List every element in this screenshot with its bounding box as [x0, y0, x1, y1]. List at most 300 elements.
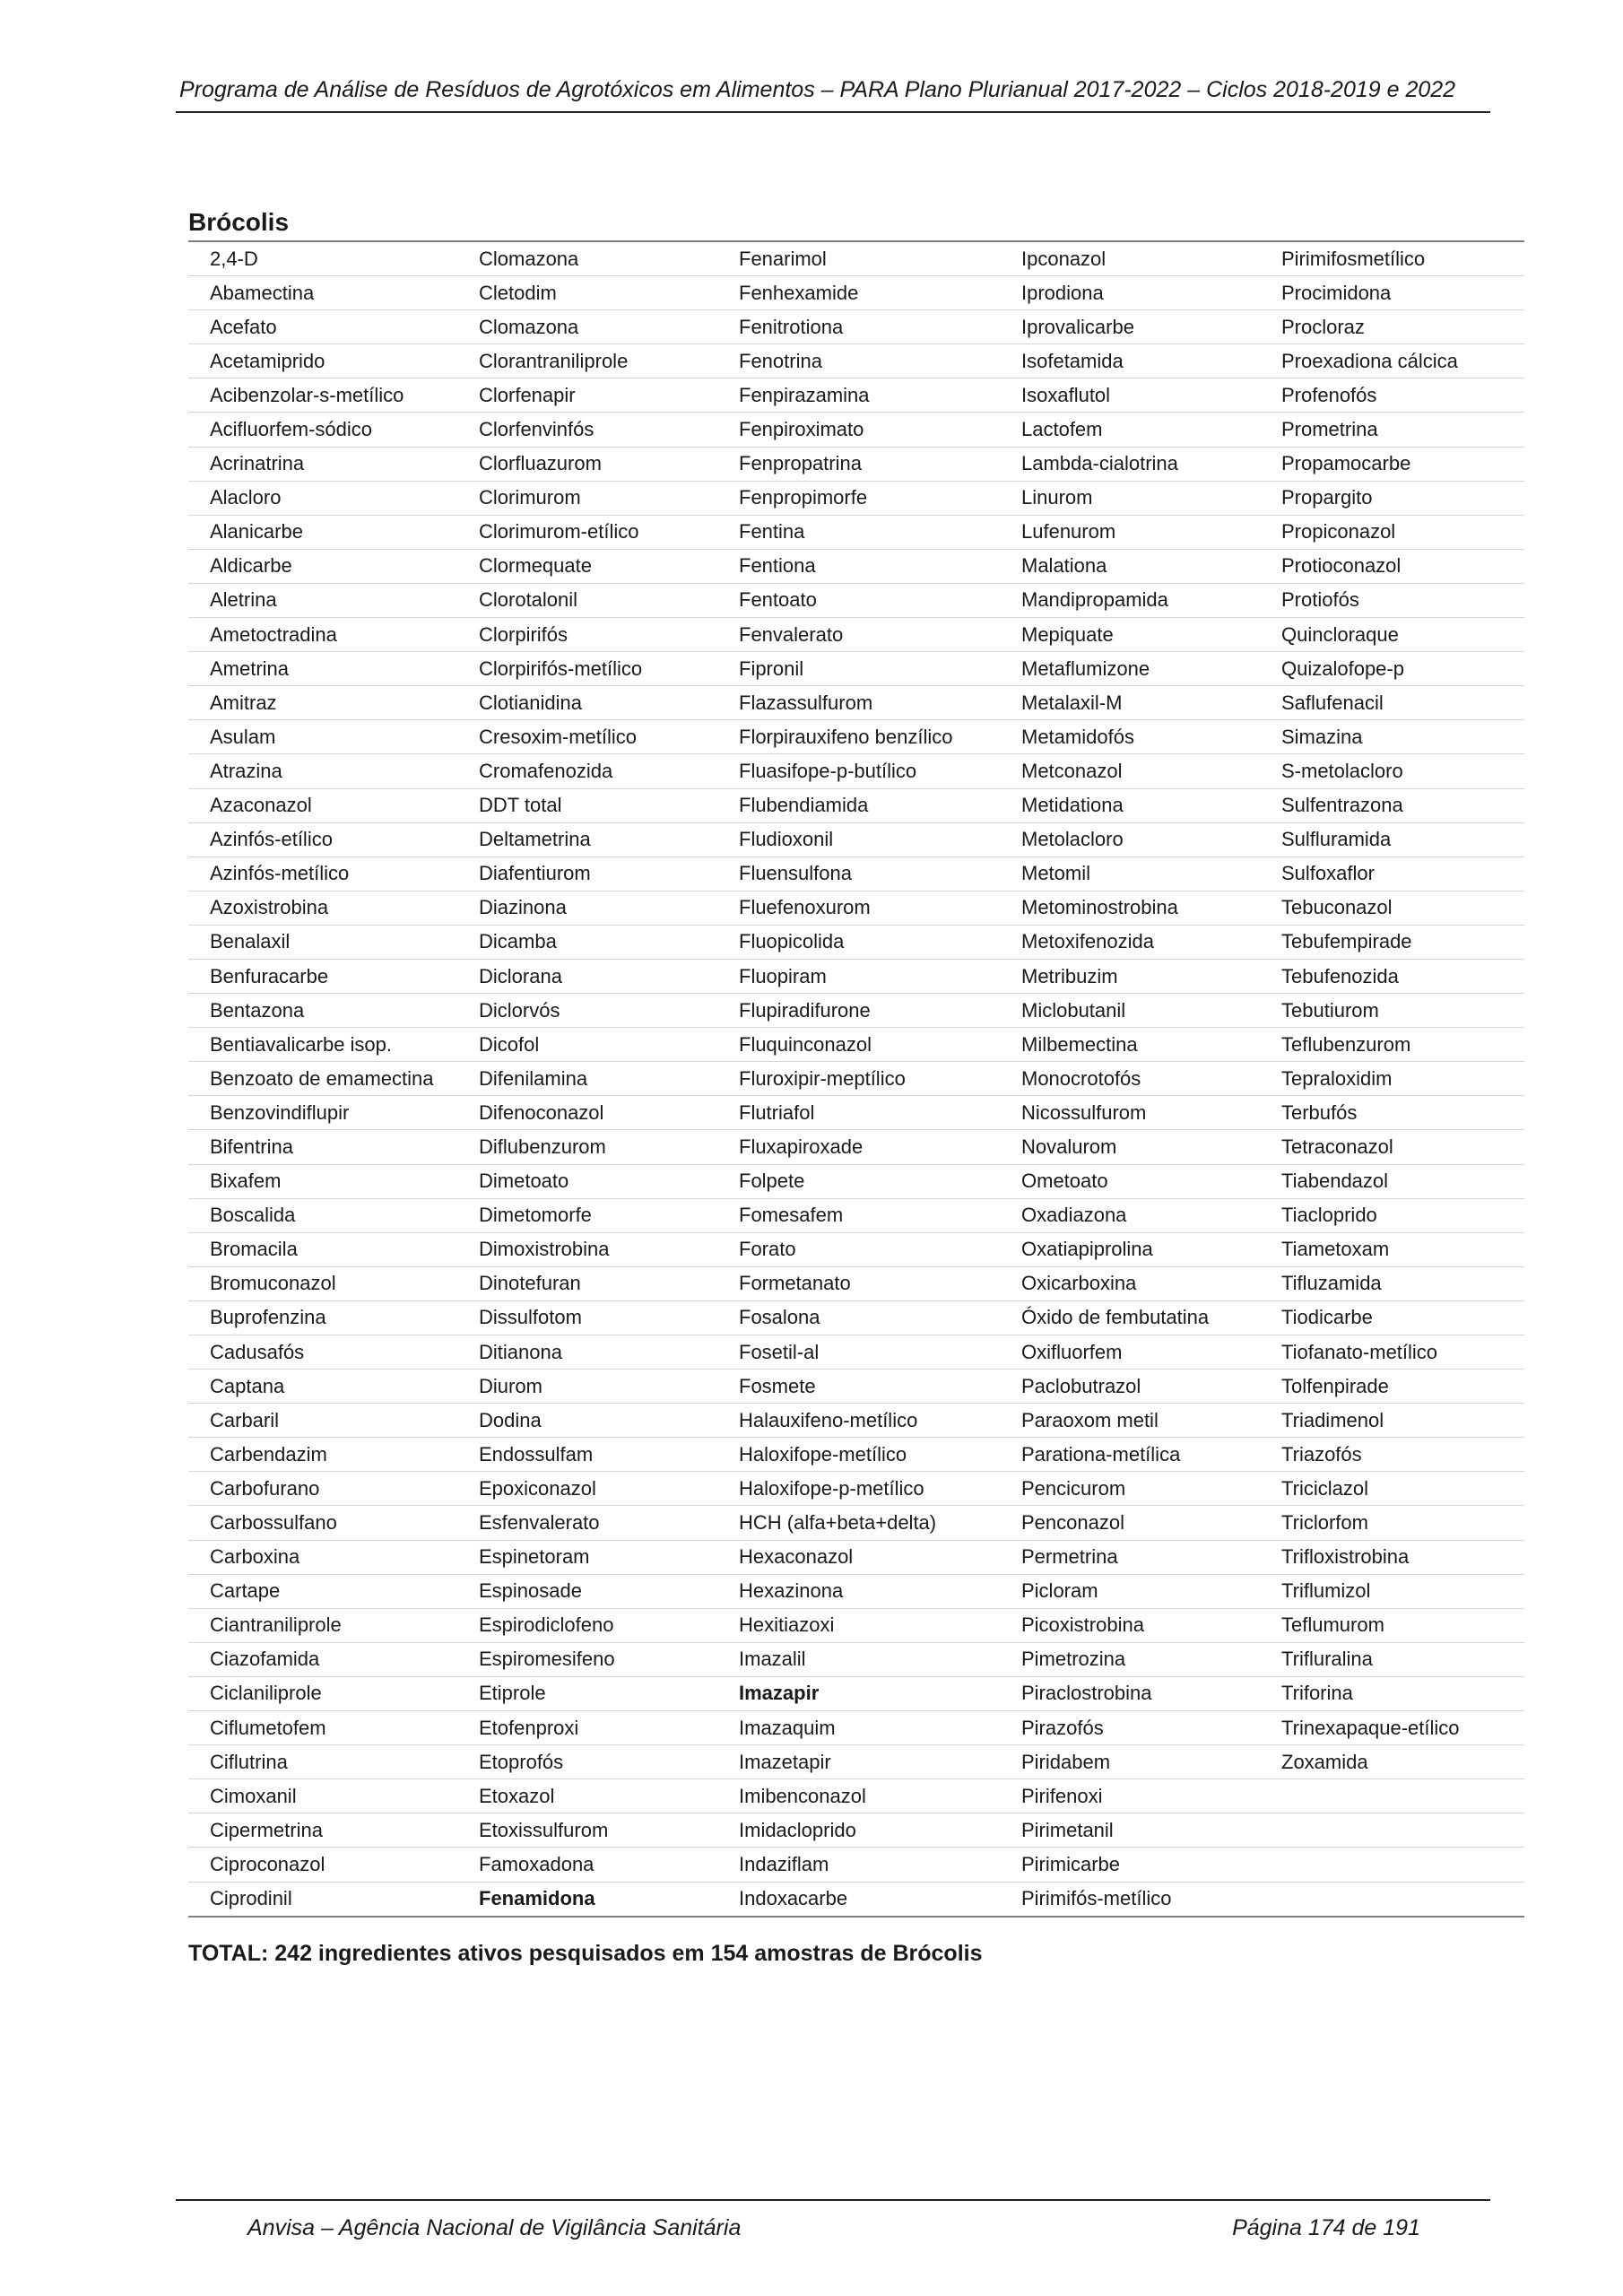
table-cell: Monocrotofós	[1000, 1062, 1260, 1096]
table-cell: Imazetapir	[717, 1745, 1000, 1779]
table-cell: Flazassulfurom	[717, 686, 1000, 720]
table-cell	[1260, 1848, 1524, 1882]
table-cell: Clorantraniliprole	[457, 344, 717, 378]
table-cell: Acetamiprido	[188, 344, 457, 378]
table-cell: Oxicarboxina	[1000, 1266, 1260, 1300]
table-row	[188, 1266, 1524, 1300]
table-cell: Dicofol	[457, 1028, 717, 1062]
table-row	[188, 822, 1524, 857]
table-cell: Fluopiram	[717, 959, 1000, 993]
table-cell: Procimidona	[1260, 276, 1524, 310]
table-row	[188, 1711, 1524, 1745]
table-cell: Alacloro	[188, 481, 457, 515]
table-cell: Diafentiurom	[457, 857, 717, 891]
table-cell: Iprodiona	[1000, 276, 1260, 310]
table-row	[188, 1096, 1524, 1130]
table-row	[188, 378, 1524, 413]
table-cell: Clotianidina	[457, 686, 717, 720]
table-cell: Halauxifeno-metílico	[717, 1404, 1000, 1438]
table-row	[188, 925, 1524, 959]
table-cell: Bixafem	[188, 1164, 457, 1198]
table-cell: Simazina	[1260, 720, 1524, 754]
table-row	[188, 1745, 1524, 1779]
table-cell: Diclorvós	[457, 994, 717, 1028]
table-cell: Imazalil	[717, 1642, 1000, 1676]
table-cell: Azoxistrobina	[188, 891, 457, 925]
table-cell: Etiprole	[457, 1676, 717, 1710]
table-cell: Novalurom	[1000, 1130, 1260, 1164]
table-cell: Fenvalerato	[717, 618, 1000, 652]
table-cell: Sulfentrazona	[1260, 788, 1524, 822]
table-row	[188, 1676, 1524, 1710]
table-cell: Isoxaflutol	[1000, 378, 1260, 413]
table-row	[188, 1540, 1524, 1574]
table-cell: Hexitiazoxi	[717, 1608, 1000, 1642]
table-cell: Cartape	[188, 1574, 457, 1608]
table-cell: Carbendazim	[188, 1438, 457, 1472]
table-cell: Triazofós	[1260, 1438, 1524, 1472]
table-cell: Metominostrobina	[1000, 891, 1260, 925]
table-cell: Benfuracarbe	[188, 959, 457, 993]
table-row	[188, 1300, 1524, 1335]
table-cell: Protioconazol	[1260, 549, 1524, 583]
table-cell: Dimetoato	[457, 1164, 717, 1198]
table-cell: Diurom	[457, 1370, 717, 1404]
table-cell: Tebutiurom	[1260, 994, 1524, 1028]
table-cell: Hexaconazol	[717, 1540, 1000, 1574]
table-cell: Cadusafós	[188, 1335, 457, 1370]
table-cell: Acifluorfem-sódico	[188, 413, 457, 447]
table-cell: Fenarimol	[717, 242, 1000, 276]
table-cell: Triciclazol	[1260, 1472, 1524, 1506]
table-cell: Pirimetanil	[1000, 1813, 1260, 1848]
table-cell: Malationa	[1000, 549, 1260, 583]
table-row	[188, 481, 1524, 515]
table-cell: Dimoxistrobina	[457, 1232, 717, 1266]
table-cell: Ipconazol	[1000, 242, 1260, 276]
table-row	[188, 652, 1524, 686]
table-cell: Bifentrina	[188, 1130, 457, 1164]
table-cell: Óxido de fembutatina	[1000, 1300, 1260, 1335]
table-cell: Tetraconazol	[1260, 1130, 1524, 1164]
table-cell: Metomil	[1000, 857, 1260, 891]
table-cell: Tepraloxidim	[1260, 1062, 1524, 1096]
table-cell: Tifluzamida	[1260, 1266, 1524, 1300]
table-cell: Clorpirifós-metílico	[457, 652, 717, 686]
table-cell: Clorfenapir	[457, 378, 717, 413]
table-cell: Etofenproxi	[457, 1711, 717, 1745]
table-cell: Clomazona	[457, 310, 717, 344]
table-cell: Carboxina	[188, 1540, 457, 1574]
table-cell: Acibenzolar-s-metílico	[188, 378, 457, 413]
table-cell: Fenpropatrina	[717, 447, 1000, 481]
table-row	[188, 891, 1524, 925]
header-rule	[176, 111, 1490, 113]
table-cell: Prometrina	[1260, 413, 1524, 447]
table-cell: Mepiquate	[1000, 618, 1260, 652]
table-row	[188, 686, 1524, 720]
table-cell: Deltametrina	[457, 822, 717, 857]
table-cell: Indoxacarbe	[717, 1882, 1000, 1917]
table-row	[188, 1608, 1524, 1642]
table-cell: Fenotrina	[717, 344, 1000, 378]
table-cell: Fenpirazamina	[717, 378, 1000, 413]
table-cell: Pirimifosmetílico	[1260, 242, 1524, 276]
table-row	[188, 344, 1524, 378]
table-cell: Ditianona	[457, 1335, 717, 1370]
table-cell: Iprovalicarbe	[1000, 310, 1260, 344]
table-cell: Tiodicarbe	[1260, 1300, 1524, 1335]
table-cell: Tebufenozida	[1260, 959, 1524, 993]
table-cell: Miclobutanil	[1000, 994, 1260, 1028]
footer-rule	[176, 2199, 1490, 2201]
table-cell: Fenamidona	[457, 1882, 717, 1917]
table-row	[188, 788, 1524, 822]
table-row	[188, 1164, 1524, 1198]
table-cell: Permetrina	[1000, 1540, 1260, 1574]
table-cell: Pirazofós	[1000, 1711, 1260, 1745]
table-cell: Flubendiamida	[717, 788, 1000, 822]
table-cell: Trinexapaque-etílico	[1260, 1711, 1524, 1745]
table-cell: Tiametoxam	[1260, 1232, 1524, 1266]
table-cell: Epoxiconazol	[457, 1472, 717, 1506]
table-cell	[1260, 1882, 1524, 1917]
table-cell: Mandipropamida	[1000, 583, 1260, 617]
table-cell: Metalaxil-M	[1000, 686, 1260, 720]
table-row	[188, 1062, 1524, 1096]
table-row	[188, 1370, 1524, 1404]
table-cell: Pirimifós-metílico	[1000, 1882, 1260, 1917]
table-row	[188, 447, 1524, 481]
table-cell: Alanicarbe	[188, 515, 457, 549]
ingredients-table-body	[188, 242, 1524, 1917]
table-row	[188, 1882, 1524, 1917]
table-cell: Sulfoxaflor	[1260, 857, 1524, 891]
table-cell: Espinosade	[457, 1574, 717, 1608]
table-cell: Tiacloprido	[1260, 1198, 1524, 1232]
table-cell: Fluroxipir-meptílico	[717, 1062, 1000, 1096]
table-cell: Fentiona	[717, 549, 1000, 583]
table-cell: Abamectina	[188, 276, 457, 310]
table-cell: Clorfluazurom	[457, 447, 717, 481]
table-row	[188, 754, 1524, 788]
table-cell: Protiofós	[1260, 583, 1524, 617]
table-row	[188, 1813, 1524, 1848]
table-cell: Bromuconazol	[188, 1266, 457, 1300]
table-cell: Ciflumetofem	[188, 1711, 457, 1745]
table-cell: Propamocarbe	[1260, 447, 1524, 481]
table-cell: Acrinatrina	[188, 447, 457, 481]
table-cell: Fosetil-al	[717, 1335, 1000, 1370]
table-cell: Fludioxonil	[717, 822, 1000, 857]
table-cell: Teflumurom	[1260, 1608, 1524, 1642]
table-cell: Propargito	[1260, 481, 1524, 515]
table-cell: Dinotefuran	[457, 1266, 717, 1300]
table-row	[188, 1848, 1524, 1882]
table-cell: Folpete	[717, 1164, 1000, 1198]
table-cell: Clormequate	[457, 549, 717, 583]
table-cell: Haloxifope-metílico	[717, 1438, 1000, 1472]
table-cell: Espinetoram	[457, 1540, 717, 1574]
table-cell: Diflubenzurom	[457, 1130, 717, 1164]
table-row	[188, 1574, 1524, 1608]
table-cell: Fluxapiroxade	[717, 1130, 1000, 1164]
table-cell: Pencicurom	[1000, 1472, 1260, 1506]
table-cell	[1260, 1813, 1524, 1848]
table-cell: Etoxazol	[457, 1779, 717, 1813]
table-cell: Benzoato de emamectina	[188, 1062, 457, 1096]
table-row	[188, 1335, 1524, 1370]
table-cell: Penconazol	[1000, 1506, 1260, 1540]
table-row	[188, 959, 1524, 993]
table-cell: Fentina	[717, 515, 1000, 549]
table-cell: Buprofenzina	[188, 1300, 457, 1335]
table-row	[188, 1472, 1524, 1506]
table-cell: Bentazona	[188, 994, 457, 1028]
table-cell: Fenpiroximato	[717, 413, 1000, 447]
table-row	[188, 1506, 1524, 1540]
table-cell: Ametoctradina	[188, 618, 457, 652]
table-cell: Azinfós-etílico	[188, 822, 457, 857]
table-cell: Tiabendazol	[1260, 1164, 1524, 1198]
table-cell: Saflufenacil	[1260, 686, 1524, 720]
table-cell: Famoxadona	[457, 1848, 717, 1882]
table-cell: Metoxifenozida	[1000, 925, 1260, 959]
table-row	[188, 276, 1524, 310]
table-row	[188, 242, 1524, 276]
table-cell: Azinfós-metílico	[188, 857, 457, 891]
table-cell: Lactofem	[1000, 413, 1260, 447]
table-cell: Lambda-cialotrina	[1000, 447, 1260, 481]
table-cell: Procloraz	[1260, 310, 1524, 344]
table-cell: Cimoxanil	[188, 1779, 457, 1813]
table-cell: Clorimurom	[457, 481, 717, 515]
table-cell: Etoprofós	[457, 1745, 717, 1779]
table-cell: Tebufempirade	[1260, 925, 1524, 959]
table-cell: Metconazol	[1000, 754, 1260, 788]
table-cell: Sulfluramida	[1260, 822, 1524, 857]
table-cell: Difenilamina	[457, 1062, 717, 1096]
table-cell: Florpirauxifeno benzílico	[717, 720, 1000, 754]
table-cell: Pimetrozina	[1000, 1642, 1260, 1676]
table-cell: Indaziflam	[717, 1848, 1000, 1882]
table-cell: Clomazona	[457, 242, 717, 276]
ingredients-table-wrap	[188, 240, 1524, 1918]
table-cell: Piraclostrobina	[1000, 1676, 1260, 1710]
table-cell: Esfenvalerato	[457, 1506, 717, 1540]
table-cell: Carbaril	[188, 1404, 457, 1438]
table-cell: Pirimicarbe	[1000, 1848, 1260, 1882]
table-cell: Ciflutrina	[188, 1745, 457, 1779]
table-cell: Fomesafem	[717, 1198, 1000, 1232]
table-cell: Endossulfam	[457, 1438, 717, 1472]
table-cell: Espirodiclofeno	[457, 1608, 717, 1642]
table-cell: Milbemectina	[1000, 1028, 1260, 1062]
table-cell: Fenpropimorfe	[717, 481, 1000, 515]
table-cell: Isofetamida	[1000, 344, 1260, 378]
table-cell: Boscalida	[188, 1198, 457, 1232]
table-row	[188, 1404, 1524, 1438]
table-cell: Azaconazol	[188, 788, 457, 822]
table-cell: Etoxissulfurom	[457, 1813, 717, 1848]
table-row	[188, 1198, 1524, 1232]
table-cell: Espiromesifeno	[457, 1642, 717, 1676]
table-cell: Cipermetrina	[188, 1813, 457, 1848]
table-row	[188, 1028, 1524, 1062]
table-row	[188, 515, 1524, 549]
table-cell: Atrazina	[188, 754, 457, 788]
table-cell: Pirifenoxi	[1000, 1779, 1260, 1813]
table-cell: Paclobutrazol	[1000, 1370, 1260, 1404]
table-cell: 2,4-D	[188, 242, 457, 276]
table-cell: Bromacila	[188, 1232, 457, 1266]
table-cell: Imibenconazol	[717, 1779, 1000, 1813]
table-cell: Quincloraque	[1260, 618, 1524, 652]
table-cell: Paraoxom metil	[1000, 1404, 1260, 1438]
table-cell: Fenitrotiona	[717, 310, 1000, 344]
table-row	[188, 310, 1524, 344]
table-cell: Metamidofós	[1000, 720, 1260, 754]
table-cell: Diclorana	[457, 959, 717, 993]
table-cell: Trifluralina	[1260, 1642, 1524, 1676]
table-cell: Asulam	[188, 720, 457, 754]
table-cell: Dicamba	[457, 925, 717, 959]
table-row	[188, 1232, 1524, 1266]
table-cell: Carbofurano	[188, 1472, 457, 1506]
page-header	[176, 77, 1490, 111]
table-cell: Fosmete	[717, 1370, 1000, 1404]
footer-page-number: Página 174 de 191	[1232, 2215, 1420, 2240]
page-footer	[176, 2199, 1490, 2253]
table-cell: Difenoconazol	[457, 1096, 717, 1130]
table-cell: Proexadiona cálcica	[1260, 344, 1524, 378]
table-cell: Clorpirifós	[457, 618, 717, 652]
table-cell: Aletrina	[188, 583, 457, 617]
header-text: Programa de Análise de Resíduos de Agrotóxicos em Alimentos – PARA Plano Plurianual 2017-2022 – Ciclos 2018-2019 e 2022	[179, 77, 1456, 102]
table-cell: Clorotalonil	[457, 583, 717, 617]
table-cell: Imazapir	[717, 1676, 1000, 1710]
table-row	[188, 583, 1524, 617]
table-cell: Tolfenpirade	[1260, 1370, 1524, 1404]
table-cell: Oxadiazona	[1000, 1198, 1260, 1232]
table-cell: Cletodim	[457, 276, 717, 310]
table-cell: Fosalona	[717, 1300, 1000, 1335]
table-cell: Fluquinconazol	[717, 1028, 1000, 1062]
table-row	[188, 413, 1524, 447]
table-cell: Flutriafol	[717, 1096, 1000, 1130]
total-summary: TOTAL: 242 ingredientes ativos pesquisados em 154 amostras de Brócolis	[188, 1941, 983, 1966]
table-cell: Benalaxil	[188, 925, 457, 959]
table-cell: Metolacloro	[1000, 822, 1260, 857]
table-cell: Triclorfom	[1260, 1506, 1524, 1540]
table-cell: Acefato	[188, 310, 457, 344]
table-cell: Ciproconazol	[188, 1848, 457, 1882]
table-cell: Terbufós	[1260, 1096, 1524, 1130]
table-row	[188, 1642, 1524, 1676]
table-cell: Fluasifope-p-butílico	[717, 754, 1000, 788]
table-cell: Dimetomorfe	[457, 1198, 717, 1232]
table-cell: Imidacloprido	[717, 1813, 1000, 1848]
table-cell	[1260, 1779, 1524, 1813]
table-cell: HCH (alfa+beta+delta)	[717, 1506, 1000, 1540]
table-cell: Dodina	[457, 1404, 717, 1438]
table-cell: Tiofanato-metílico	[1260, 1335, 1524, 1370]
table-cell: Quizalofope-p	[1260, 652, 1524, 686]
table-cell: Captana	[188, 1370, 457, 1404]
table-cell: Carbossulfano	[188, 1506, 457, 1540]
table-row	[188, 618, 1524, 652]
table-cell: Cromafenozida	[457, 754, 717, 788]
table-cell: S-metolacloro	[1260, 754, 1524, 788]
table-cell: Picloram	[1000, 1574, 1260, 1608]
table-cell: Triforina	[1260, 1676, 1524, 1710]
table-cell: Piridabem	[1000, 1745, 1260, 1779]
table-cell: Amitraz	[188, 686, 457, 720]
table-cell: Clorimurom-etílico	[457, 515, 717, 549]
table-cell: Ometoato	[1000, 1164, 1260, 1198]
table-cell: Triadimenol	[1260, 1404, 1524, 1438]
table-cell: Profenofós	[1260, 378, 1524, 413]
table-cell: Trifloxistrobina	[1260, 1540, 1524, 1574]
table-row	[188, 549, 1524, 583]
table-cell: Cresoxim-metílico	[457, 720, 717, 754]
table-cell: Oxifluorfem	[1000, 1335, 1260, 1370]
table-cell: Flupiradifurone	[717, 994, 1000, 1028]
table-cell: Nicossulfurom	[1000, 1096, 1260, 1130]
table-cell: Metaflumizone	[1000, 652, 1260, 686]
table-cell: Parationa-metílica	[1000, 1438, 1260, 1472]
table-cell: Ciazofamida	[188, 1642, 457, 1676]
table-cell: Linurom	[1000, 481, 1260, 515]
table-cell: Formetanato	[717, 1266, 1000, 1300]
table-cell: Ciantraniliprole	[188, 1608, 457, 1642]
table-cell: Ciclaniliprole	[188, 1676, 457, 1710]
table-cell: Benzovindiflupir	[188, 1096, 457, 1130]
table-cell: Hexazinona	[717, 1574, 1000, 1608]
table-cell: Imazaquim	[717, 1711, 1000, 1745]
table-row	[188, 857, 1524, 891]
table-cell: Oxatiapiprolina	[1000, 1232, 1260, 1266]
footer-agency: Anvisa – Agência Nacional de Vigilância Sanitária	[247, 2215, 742, 2240]
table-cell: Teflubenzurom	[1260, 1028, 1524, 1062]
table-cell: Fluefenoxurom	[717, 891, 1000, 925]
table-cell: Bentiavalicarbe isop.	[188, 1028, 457, 1062]
section-title: Brócolis	[188, 208, 290, 236]
table-cell: Metribuzim	[1000, 959, 1260, 993]
table-cell: Fenhexamide	[717, 276, 1000, 310]
table-cell: Aldicarbe	[188, 549, 457, 583]
table-cell: Metidationa	[1000, 788, 1260, 822]
table-cell: Tebuconazol	[1260, 891, 1524, 925]
table-cell: Zoxamida	[1260, 1745, 1524, 1779]
table-cell: Forato	[717, 1232, 1000, 1266]
table-cell: Triflumizol	[1260, 1574, 1524, 1608]
table-row	[188, 994, 1524, 1028]
table-cell: Haloxifope-p-metílico	[717, 1472, 1000, 1506]
table-row	[188, 1438, 1524, 1472]
table-cell: Fluopicolida	[717, 925, 1000, 959]
table-cell: Fentoato	[717, 583, 1000, 617]
table-cell: Lufenurom	[1000, 515, 1260, 549]
table-cell: Propiconazol	[1260, 515, 1524, 549]
table-cell: Dissulfotom	[457, 1300, 717, 1335]
table-row	[188, 1779, 1524, 1813]
table-cell: Fipronil	[717, 652, 1000, 686]
table-cell: Clorfenvinfós	[457, 413, 717, 447]
table-cell: Ciprodinil	[188, 1882, 457, 1917]
table-cell: Diazinona	[457, 891, 717, 925]
table-cell: Picoxistrobina	[1000, 1608, 1260, 1642]
